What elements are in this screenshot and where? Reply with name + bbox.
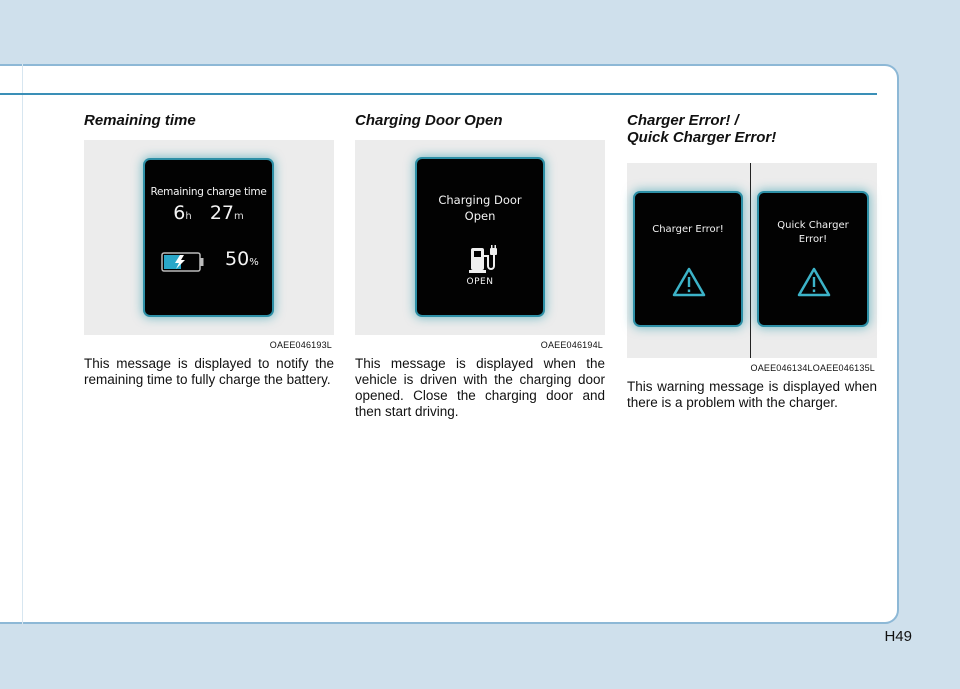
charge-percent: [225, 248, 259, 270]
figure-divider: [750, 163, 751, 358]
cluster-screen: [145, 160, 272, 315]
minutes-unit: m: [234, 211, 244, 222]
warning-icon: [797, 267, 831, 297]
percent-unit: %: [249, 257, 259, 268]
left-margin-rule: [22, 64, 23, 624]
figure-charging-door: [355, 140, 605, 350]
page-number: H49: [884, 628, 912, 645]
warning-icon: [672, 267, 706, 297]
section-body: This message is displayed when the vehicle is driven with the charging door opened. Close the charging door and then start driving.: [355, 356, 605, 419]
section-body: This warning message is displayed when there is a problem with the charger.: [627, 379, 877, 410]
door-status-label: OPEN: [466, 277, 494, 287]
hours-unit: h: [185, 211, 192, 222]
section-heading: Charger Error! / Quick Charger Error!: [627, 112, 777, 146]
screen-title: Charging Door Open: [438, 193, 522, 223]
cluster-screen-charger-error: [635, 193, 741, 325]
section-heading: Remaining time: [84, 112, 196, 129]
figure-charger-error: [627, 163, 877, 373]
screen-title: Quick Charger Error!: [777, 220, 849, 245]
battery-charging-icon: [161, 251, 205, 273]
minutes-value: 27: [209, 202, 234, 224]
cluster-screen: [417, 159, 543, 315]
header-rule: [0, 93, 877, 95]
cluster-screen-quick-charger-error: [759, 193, 867, 325]
screen-title: Remaining charge time: [150, 186, 267, 198]
hours-value: 6: [173, 202, 186, 224]
percent-value: 50: [225, 248, 250, 270]
remaining-time-readout: [145, 202, 272, 224]
figure-code: OAEE046193L: [269, 340, 332, 350]
section-heading: Charging Door Open: [355, 112, 503, 129]
figure-remaining-time: [84, 140, 334, 350]
section-charging-door-open: [355, 112, 605, 420]
screen-title: Charger Error!: [652, 224, 724, 235]
section-charger-error: [627, 112, 877, 411]
figure-code: OAEE046194L: [540, 340, 603, 350]
section-body: This message is displayed to notify the remaining time to fully charge the battery.: [84, 356, 334, 387]
charging-plug-icon: [469, 244, 497, 274]
figure-code: OAEE046134LOAEE046135L: [750, 363, 875, 373]
section-remaining-time: [84, 112, 334, 388]
